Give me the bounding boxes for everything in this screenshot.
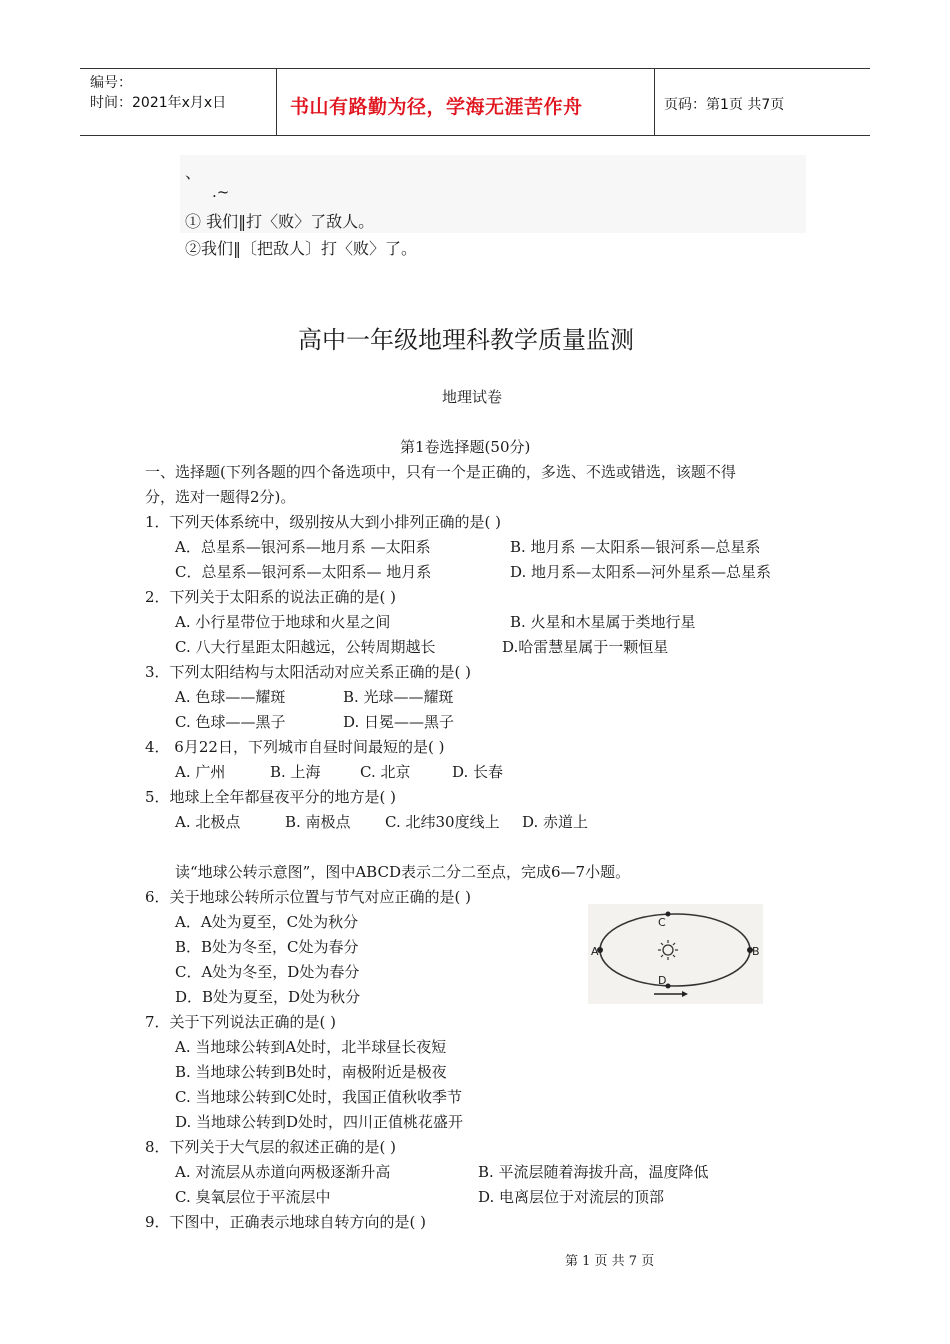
question-5-option-a: A. 北极点 <box>175 813 241 831</box>
snippet-mark-2: .~ <box>212 183 230 201</box>
sun-icon <box>658 940 678 960</box>
question-8-option-c: C. 臭氧层位于平流层中 <box>175 1188 331 1206</box>
question-7-option-a: A. 当地球公转到A处时，北半球昼长夜短 <box>175 1038 447 1056</box>
earth-orbit-figure <box>588 904 763 1004</box>
question-4-stem: 4． 6月22日，下列城市自昼时间最短的是( ) <box>145 738 445 756</box>
instructions-line-1: 一、选择题(下列各题的四个备选项中，只有一个是正确的，多选、不选或错选，该题不得 <box>145 463 736 481</box>
instructions-line-2: 分，选对一题得2分)。 <box>145 488 296 506</box>
question-6-option-d: D．B处为夏至，D处为秋分 <box>175 988 361 1006</box>
question-5-option-b: B. 南极点 <box>285 813 351 831</box>
question-1-option-d: D. 地月系—太阳系—河外星系—总星系 <box>510 563 772 581</box>
question-7-stem: 7．关于下列说法正确的是( ) <box>145 1013 337 1031</box>
question-1-stem: 1．下列天体系统中，级别按从大到小排列正确的是( ) <box>145 513 502 531</box>
orbit-point-c <box>666 912 671 917</box>
header-divider-left <box>276 68 277 136</box>
header-top-border <box>80 68 870 69</box>
reading-prompt: 读“地球公转示意图”，图中ABCD表示二分二至点，完成6—7小题。 <box>175 863 631 881</box>
snippet-line-1: ① 我们‖打〈败〉了敌人。 <box>185 212 375 231</box>
question-2-option-d: D.哈雷慧星属于一颗恒星 <box>502 638 669 656</box>
question-8-option-b: B. 平流层随着海拔升高，温度降低 <box>478 1163 709 1181</box>
question-7-option-c: C. 当地球公转到C处时，我国正值秋收季节 <box>175 1088 462 1106</box>
question-8-option-d: D. 电离层位于对流层的顶部 <box>478 1188 665 1206</box>
orbit-direction-arrow-icon <box>654 991 688 997</box>
question-9-stem: 9．下图中，正确表示地球自转方向的是( ) <box>145 1213 427 1231</box>
header-divider-right <box>654 68 655 136</box>
question-7-option-b: B. 当地球公转到B处时，南极附近是极夜 <box>175 1063 447 1081</box>
orbit-label-a: A <box>591 945 599 958</box>
header-page-info: 页码：第1页 共7页 <box>664 97 785 113</box>
question-8-stem: 8．下列关于大气层的叙述正确的是( ) <box>145 1138 397 1156</box>
header-number-label: 编号： <box>90 75 132 91</box>
orbit-label-b: B <box>752 945 760 958</box>
header-time-label: 时间：2021年x月x日 <box>90 95 227 111</box>
question-7-option-d: D. 当地球公转到D处时，四川正值桃花盛开 <box>175 1113 464 1131</box>
question-4-option-a: A. 广州 <box>175 763 226 781</box>
question-1-option-b: B. 地月系 —太阳系—银河系—总星系 <box>510 538 761 556</box>
earth-orbit-diagram <box>588 904 763 1004</box>
question-5-option-d: D. 赤道上 <box>522 813 589 831</box>
question-2-option-a: A. 小行星带位于地球和火星之间 <box>175 613 391 631</box>
question-2-stem: 2．下列关于太阳系的说法正确的是( ) <box>145 588 397 606</box>
question-6-option-b: B．B处为冬至，C处为春分 <box>175 938 359 956</box>
question-3-option-d: D. 日冕——黑子 <box>343 713 455 731</box>
orbit-label-c: C <box>658 916 666 929</box>
question-3-option-a: A. 色球——耀斑 <box>175 688 286 706</box>
question-5-stem: 5．地球上全年都昼夜平分的地方是( ) <box>145 788 397 806</box>
question-5-option-c: C. 北纬30度线上 <box>385 813 500 831</box>
question-6-stem: 6．关于地球公转所示位置与节气对应正确的是( ) <box>145 888 472 906</box>
section-heading: 第1卷选择题(50分) <box>400 438 531 456</box>
page-footer: 第 1 页 共 7 页 <box>565 1254 655 1269</box>
question-3-stem: 3．下列太阳结构与太阳活动对应关系正确的是( ) <box>145 663 472 681</box>
question-2-option-b: B. 火星和木星属于类地行星 <box>510 613 696 631</box>
orbit-label-d: D <box>658 974 667 987</box>
header-motto: 书山有路勤为径，学海无涯苦作舟 <box>290 96 583 118</box>
snippet-mark-1: 、 <box>185 163 202 182</box>
header-bottom-border <box>80 135 870 136</box>
question-4-option-b: B. 上海 <box>270 763 321 781</box>
question-1-option-c: C．总星系—银河系—太阳系— 地月系 <box>175 563 432 581</box>
page-subtitle: 地理试卷 <box>442 388 503 406</box>
question-4-option-c: C. 北京 <box>360 763 411 781</box>
page-title: 高中一年级地理科教学质量监测 <box>298 326 634 354</box>
question-2-option-c: C. 八大行星距太阳越远，公转周期越长 <box>175 638 436 656</box>
question-4-option-d: D. 长春 <box>452 763 504 781</box>
question-6-option-a: A．A处为夏至，C处为秋分 <box>175 913 359 931</box>
question-1-option-a: A．总星系—银河系—地月系 —太阳系 <box>175 538 431 556</box>
question-6-option-c: C．A处为冬至，D处为春分 <box>175 963 360 981</box>
question-8-option-a: A. 对流层从赤道向两极逐渐升高 <box>175 1163 391 1181</box>
snippet-line-2: ②我们‖〔把敌人〕打〈败〉了。 <box>185 239 418 258</box>
question-3-option-c: C. 色球——黑子 <box>175 713 286 731</box>
question-3-option-b: B. 光球——耀斑 <box>343 688 454 706</box>
